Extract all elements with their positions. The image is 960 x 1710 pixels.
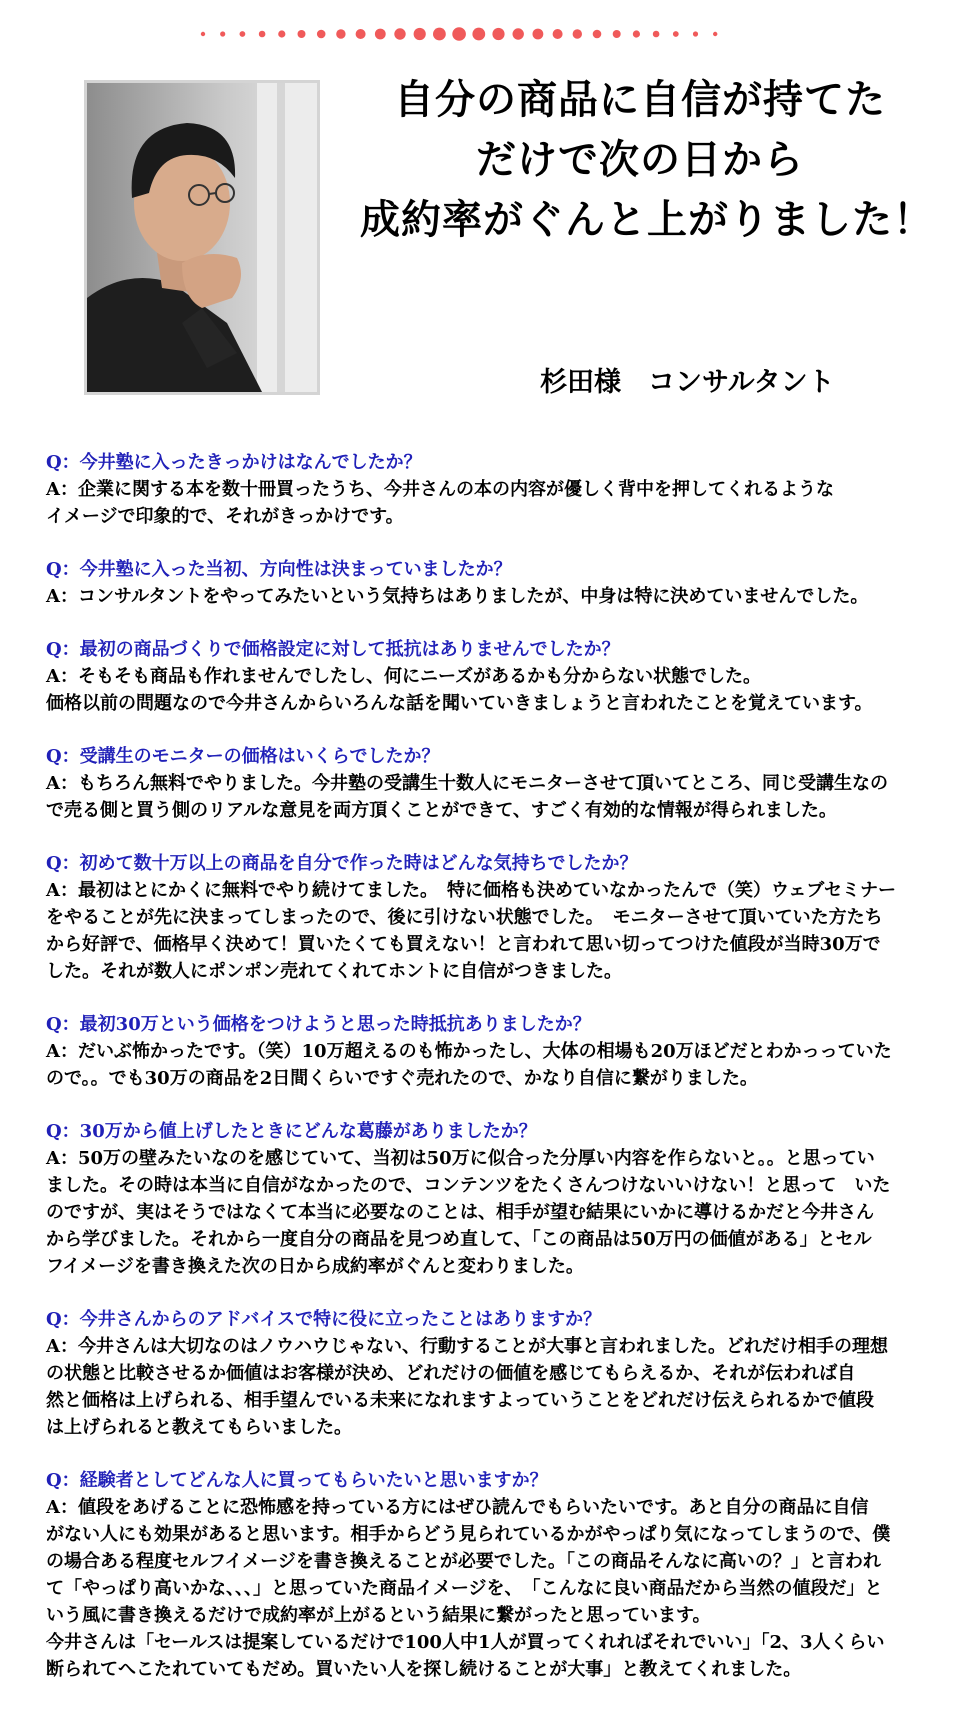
divider-dot (593, 30, 602, 39)
divider-dot (513, 28, 524, 39)
headline-line-2: だけで次の日から (476, 136, 804, 183)
answer: A：今井さんは大切なのはノウハウじゃない、行動することが大事と言われました。どれだけ相手の理想 の状態と比較させるか価値はお客様が決め、どれだけの価値を感じてもらえるか、それが伝われば自 然と価格は上げられる、相手望んでいる未来になれますよっていうことをどれだけ伝えられるかで値段 は上げられると教えてもらいました。 (46, 1336, 888, 1438)
qa-item (46, 1119, 938, 1280)
answer: A：50万の壁みたいなのを感じていて、当初は50万に似合った分厚い内容を作らないと。。と思ってい ました。その時は本当に自信がなかったので、コンテンツをたくさんつけないいけない！と思って いた のですが、実はそうではなくて本当に必要なのことは、相手が望む結果にいかに導けるかだと今井さん から学びました。それから一度自分の商品を見つめ直して、「この商品は50万円の価値がある」とセル フイメージを書き換えた次の日から成約率がぐんと変わりました。 (46, 1148, 891, 1277)
divider-dot (414, 28, 426, 40)
divider-dot (433, 28, 446, 41)
question: Q：今井塾に入った当初、方向性は決まっていましたか？ (46, 559, 512, 580)
qa-item (46, 450, 938, 530)
divider-dot (317, 30, 326, 39)
answer: A：最初はとにかくに無料でやり続けてました。 特に価格も決めていなかったんで（笑）ウェブセミナー をやることが先に決まってしまったので、後に引けない状態でした。 モニターさせて頂いていた方たち から好評で、価格早く決めて！買いたくても買えない！と言われて思い切ってつけた値段が当時30万で した。それが数人にポンポン売れてくれてホントに自信がつきました。 (46, 880, 897, 982)
divider-dot (492, 28, 504, 40)
divider-dot (613, 30, 621, 38)
qa-item (46, 744, 938, 824)
decorative-dot-divider (0, 26, 960, 42)
divider-dot (278, 30, 285, 37)
qa-item (46, 1012, 938, 1092)
answer: A：だいぶ怖かったです。（笑）10万超えるのも怖かったし、大体の相場も20万ほどだとわかっっていた ので。。でも30万の商品を2日間くらいですぐ売れたので、かなり自信に繋がりました。 (46, 1041, 892, 1089)
qa-item (46, 851, 938, 985)
divider-dot (713, 32, 717, 36)
divider-dot (553, 29, 563, 39)
answer: A：もちろん無料でやりました。今井塾の受講生十数人にモニターさせて頂いてところ、同じ受講生なの で売る側と買う側のリアルな意見を両方頂くことができて、すごく有効的な情報が得られました。 (46, 773, 888, 821)
headline-line-3: 成約率がぐんと上がりました！ (360, 196, 934, 243)
portrait-photo (84, 80, 320, 395)
divider-dot (220, 31, 225, 36)
divider-dot (573, 29, 582, 38)
headline-line-1: 自分の商品に自信が持てた (394, 76, 886, 123)
question: Q：最初30万という価格をつけようと思った時抵抗ありましたか？ (46, 1014, 591, 1035)
answer: A：値段をあげることに恐怖感を持っている方にはぜひ読んでもらいたいです。あと自分の商品に自信 がない人にも効果があると思います。相手からどう見られているかがやっぱり気になってしまうので、僕 の場合ある程度セルフイメージを書き換えることが必要でした。「この商品そんなに高いの？」と言われ て「やっぱり高いかな、、、」と思っていた商品イメージを、 「こんなに良い商品だから当然の値段だ」と いう風に書き換えるだけで成約率が上がるという結果に繋がったと思っています。 (46, 1497, 891, 1626)
divider-dot (298, 30, 306, 38)
answer: A：そもそも商品も作れませんでしたし、何にニーズがあるかも分からない状態でした。 価格以前の問題なので今井さんからいろんな話を聞いていきましょうと言われたことを覚えています。 (46, 666, 873, 714)
qa-item (46, 1468, 938, 1683)
question: Q：30万から値上げしたときにどんな葛藤がありましたか？ (46, 1121, 537, 1142)
divider-dot (259, 31, 266, 38)
question: Q：今井塾に入ったきっかけはなんでしたか？ (46, 452, 422, 473)
divider-dot (472, 28, 485, 41)
customer-name-title: 杉田様 コンサルタント (540, 367, 835, 398)
divider-dot (375, 29, 386, 40)
question: Q：今井さんからのアドバイスで特に役に立ったことはありますか？ (46, 1309, 602, 1330)
divider-dot (693, 31, 698, 36)
divider-dot (336, 29, 345, 38)
qa-item (46, 1307, 938, 1441)
divider-dot (356, 29, 366, 39)
answer-continuation: 今井さんは「セールスは提案しているだけで100人中1人が買ってくれればそれでいい」「2、3人くらい 断られてへこたれていてもだめ。買いたい人を探し続けることが大事」と教えてくれました。 (46, 1632, 885, 1680)
question: Q：最初の商品づくりで価格設定に対して抵抗はありませんでしたか？ (46, 639, 620, 660)
divider-dot (653, 31, 660, 38)
divider-dot (633, 30, 640, 37)
question: Q：初めて数十万以上の商品を自分で作った時はどんな気持ちでしたか？ (46, 853, 638, 874)
divider-dot (394, 28, 405, 39)
answer: A：コンサルタントをやってみたいという気持ちはありましたが、中身は特に決めていませんでした。 (46, 586, 869, 607)
qa-item (46, 637, 938, 717)
divider-dot (452, 27, 466, 41)
divider-dot (240, 31, 246, 37)
question: Q：受講生のモニターの価格はいくらでしたか？ (46, 746, 440, 767)
headline (360, 70, 934, 250)
divider-dot (533, 29, 544, 40)
divider-dot (201, 32, 205, 36)
qa-list (46, 450, 938, 1710)
qa-item (46, 557, 938, 610)
divider-dot (673, 31, 679, 37)
answer: A：企業に関する本を数十冊買ったうち、今井さんの本の内容が優しく背中を押してくれるような イメージで印象的で、それがきっかけです。 (46, 479, 834, 527)
question: Q：経験者としてどんな人に買ってもらいたいと思いますか？ (46, 1470, 548, 1491)
